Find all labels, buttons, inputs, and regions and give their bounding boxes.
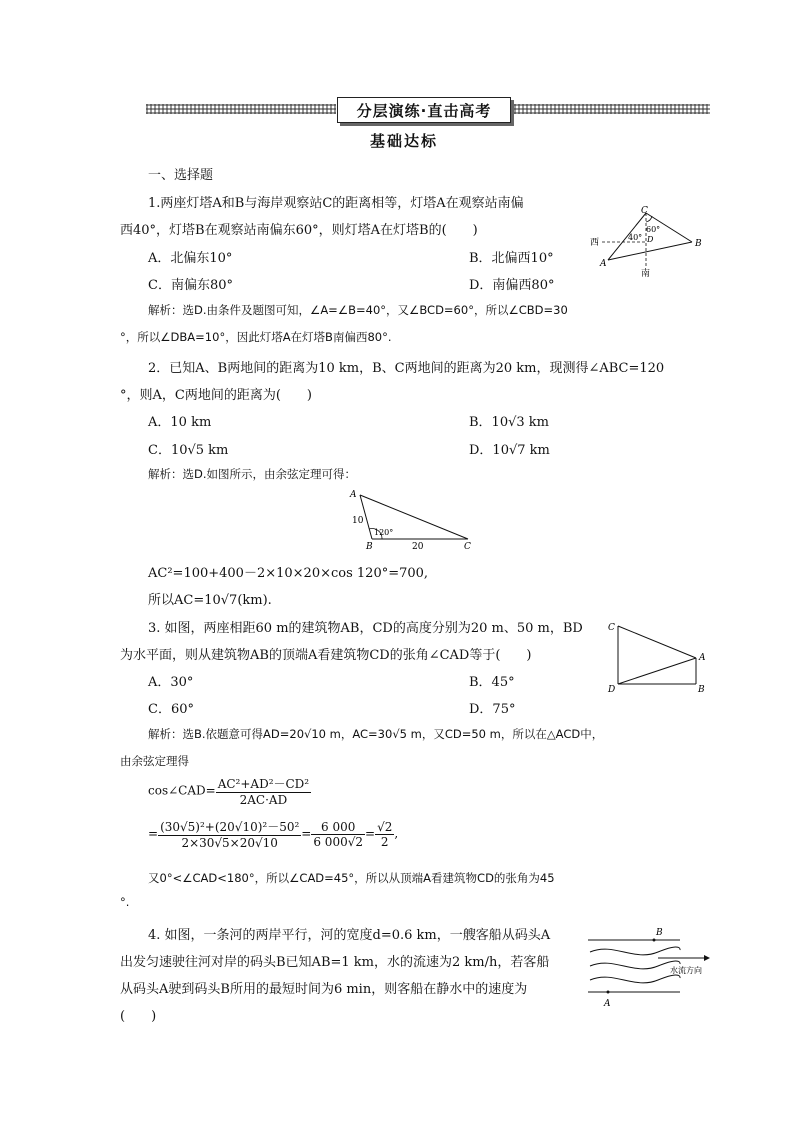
q3-line2: 为水平面，则从建筑物AB的顶端A看建筑物CD的张角∠CAD等于( ) [120,648,532,663]
q3-solution-2: 由余弦定理得 [120,754,189,768]
q1-fig-d: D [647,235,654,244]
q3-cos-num: AC²+AD²－CD² [217,777,310,791]
q2-fig-side10: 10 [352,516,364,526]
q4-line4: ( ) [120,1009,157,1024]
q3-eq2-num2: 6 000 [311,820,365,835]
q1-solution-2: °，所以∠DBA=10°，因此灯塔A在灯塔B南偏西80°. [120,330,392,344]
q1-line2: 西40°，灯塔B在观察站南偏东60°，则灯塔A在灯塔B的( ) [120,223,478,238]
q3-eq2-mid2: = [365,826,376,841]
q4-figure [584,926,714,1018]
part-heading: 一、选择题 [148,168,214,183]
q2-option-c: C．10√5 km [148,443,229,458]
q3-cos-den: 2AC·AD [239,793,288,807]
q3-cos-formula [148,775,311,807]
q3-eq2-end-den: 2 [380,834,389,849]
q3-option-d: D．75° [469,702,516,717]
q1-fig-west: 西 [590,238,600,248]
q3-eq2-mid: = [301,826,312,841]
q4-line3: 从码头A驶到码头B所用的最短时间为6 min，则客船在静水中的速度为 [120,982,528,997]
q3-solution-3: 又0°<∠CAD<180°，所以∠CAD=45°，所以从顶端A看建筑物CD的张角为45 [148,871,555,885]
q3-figure [604,616,714,696]
q1-option-a: A．北偏东10° [148,251,233,266]
q2-fig-a: A [350,490,357,500]
q2-fig-b: B [366,542,373,552]
q3-option-b: B．45° [469,675,515,690]
q2-line2: °，则A，C两地间的距离为( ) [120,388,312,403]
q4-fig-flow: 水流方向 [670,966,702,975]
q3-solution-4: °. [120,895,130,909]
q1-fig-angle60: 60° [646,225,661,234]
q1-fig-south: 南 [641,269,651,279]
q1-figure [586,204,716,280]
q3-eq2-num: (30√5)²+(20√10)²－50² [160,820,300,834]
q3-eq2-den2: 6 000√2 [313,834,363,849]
q2-line1: 2．已知A、B两地间的距离为10 km，B、C两地间的距离为20 km，现测得∠ABC=120 [148,361,665,376]
q2-option-d: D．10√7 km [469,443,550,458]
q3-cos-eval [148,818,398,850]
q4-fig-b: B [656,928,663,938]
q1-fig-angle40: 40° [628,233,643,242]
section-title: 基础达标 [370,132,439,150]
q1-option-b: B．北偏西10° [469,251,554,266]
q1-fig-c: C [641,206,648,216]
q3-line1: 3. 如图，两座相距60 m的建筑物AB，CD的高度分别为20 m、50 m，BD [148,621,583,636]
q1-option-d: D．南偏西80° [469,278,555,293]
q4-line2: 出发匀速驶往河对岸的码头B已知AB=1 km，水的流速为2 km/h，若客船 [120,955,550,970]
q3-eq2-den: 2×30√5×20√10 [181,836,278,850]
q3-fig-b: B [698,685,705,695]
q1-fig-b: B [695,239,702,249]
q3-fig-c: C [608,623,615,633]
q2-fig-angle: 120° [374,528,394,537]
q3-option-c: C．60° [148,702,194,717]
q2-eq2: 所以AC=10√7(km). [148,593,272,608]
q2-option-a: A．10 km [148,415,212,430]
q4-line1: 4. 如图，一条河的两岸平行，河的宽度d=0.6 km，一艘客船从码头A [148,928,551,943]
q2-solution: 解析：选D.如图所示，由余弦定理可得： [148,467,357,481]
q3-eq2-eq: = [148,826,159,841]
q4-fig-a: A [604,999,611,1009]
q2-fig-c: C [464,542,471,552]
q1-line1: 1.两座灯塔A和B与海岸观察站C的距离相等，灯塔A在观察站南偏 [148,196,524,211]
q1-fig-a: A [600,259,607,269]
q3-option-a: A．30° [148,675,194,690]
q2-fig-side20: 20 [412,542,424,552]
q2-eq1: AC²=100+400－2×10×20×cos 120°=700, [148,566,429,581]
q3-solution-1: 解析：选B.依题意可得AD=20√10 m，AC=30√5 m，又CD=50 m，所以在△ACD中， [148,727,604,741]
q1-option-c: C．南偏东80° [148,278,233,293]
banner-title: 分层演练·直击高考 [337,97,511,123]
q3-eq2-end-num: √2 [377,819,393,834]
q3-fig-a: A [699,653,706,663]
q2-figure [340,487,480,553]
q2-option-b: B．10√3 km [469,415,549,430]
q3-fig-d: D [608,685,616,695]
q3-eq2-tail: , [394,826,399,841]
q3-cos-lhs: cos∠CAD= [148,783,216,798]
q1-solution-1: 解析：选D.由条件及题图可知，∠A=∠B=40°，又∠BCD=60°，所以∠CBD=30 [148,303,568,317]
